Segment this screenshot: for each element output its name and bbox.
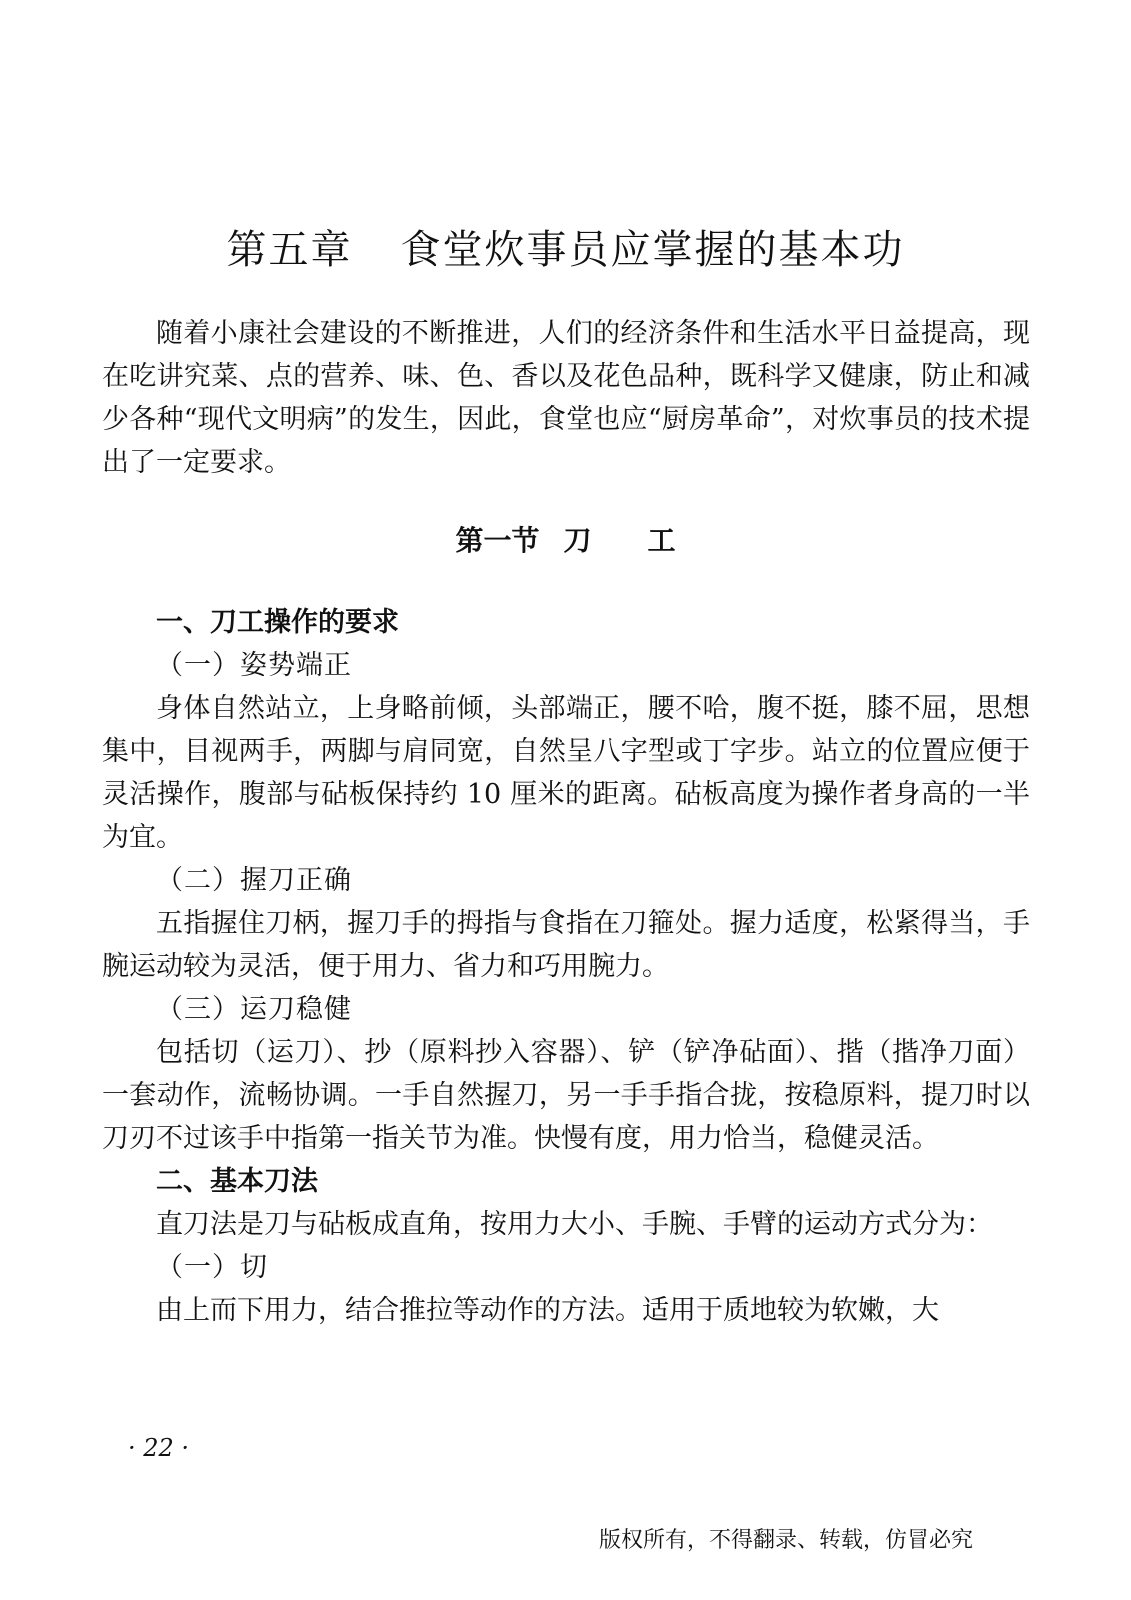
paragraph-straight-knife: 直刀法是刀与砧板成直角，按用力大小、手腕、手臂的运动方式分为： — [156, 1209, 993, 1240]
paragraph-motion: 包括切（运刀）、抄（原料抄入容器）、铲（铲净砧面）、揩（揩净刀面）一套动作，流畅协调。一手自然握刀，另一手手指合拢，按稳原料，提刀时以刀刃不过该手中指第一指关节为准。快慢有度，用力恰当，稳健灵活。 — [102, 1037, 1030, 1154]
page-number: · 22 · — [128, 1434, 190, 1462]
intro-block — [102, 312, 1030, 484]
section-title-part2: 工 — [647, 524, 676, 557]
subheading-posture: （一）姿势端正 — [156, 650, 352, 681]
chapter-title — [0, 222, 1131, 278]
heading-basic-techniques: 二、基本刀法 — [156, 1166, 318, 1197]
heading-knife-requirements: 一、刀工操作的要求 — [156, 607, 399, 638]
copyright-notice: 版权所有，不得翻录、转载，仿冒必究 — [598, 1528, 973, 1553]
section-title — [0, 519, 1131, 563]
paragraph-cut: 由上而下用力，结合推拉等动作的方法。适用于质地较为软嫩，大 — [156, 1295, 939, 1326]
section-content — [102, 601, 1030, 1332]
chapter-name: 食堂炊事员应掌握的基本功 — [400, 227, 905, 273]
paragraph-grip: 五指握住刀柄，握刀手的拇指与食指在刀箍处。握力适度，松紧得当，手腕运动较为灵活，便于用力、省力和巧用腕力。 — [102, 908, 1030, 982]
section-number: 第一节 — [455, 524, 540, 557]
intro-paragraph: 随着小康社会建设的不断推进，人们的经济条件和生活水平日益提高，现在吃讲究菜、点的营养、味、色、香以及花色品种，既科学又健康，防止和减少各种“现代文明病”的发生，因此，食堂也应“厨房革命”，对炊事员的技术提出了一定要求。 — [102, 318, 1030, 478]
chapter-number: 第五章 — [226, 227, 353, 273]
section-title-part1: 刀 — [563, 524, 592, 557]
paragraph-posture: 身体自然站立，上身略前倾，头部端正，腰不哈，腹不挺，膝不屈，思想集中，目视两手，两脚与肩同宽，自然呈八字型或丁字步。站立的位置应便于灵活操作，腹部与砧板保持约 10 厘米的距离。砧板高度为操作者身高的一半为宜。 — [102, 693, 1030, 853]
subheading-grip: （二）握刀正确 — [156, 865, 352, 896]
subheading-motion: （三）运刀稳健 — [156, 994, 352, 1025]
subheading-cut: （一）切 — [156, 1252, 268, 1283]
